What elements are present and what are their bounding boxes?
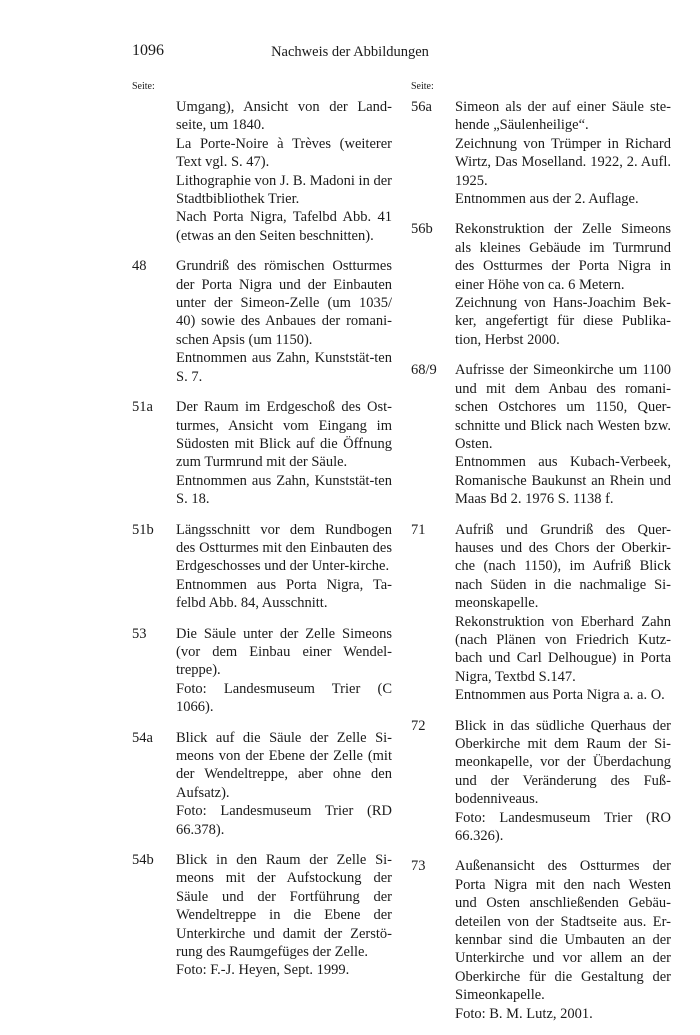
description-line: Zeichnung von Trümper in Richard Wirtz, Das Moselland. 1922, 2. Aufl. 1925. xyxy=(455,135,671,189)
description-line: Der Raum im Erdgeschoß des Ost-turmes, Ansicht vom Eingang im Südosten mit Blick auf die Öffnung zum Turmrund mit der Säule. xyxy=(176,399,392,471)
figure-entry xyxy=(411,98,671,208)
description-line: Längsschnitt vor dem Rundbogen des Ostturmes mit den Einbauten des Erdgeschosses und der Unter-kirche. xyxy=(176,521,392,575)
figure-description xyxy=(455,361,671,508)
description-line: Lithographie von J. B. Madoni in der Stadtbibliothek Trier. xyxy=(176,172,392,208)
figure-page-number: 56a xyxy=(411,99,432,115)
right-column-label: Seite: xyxy=(411,81,434,92)
figure-description xyxy=(455,220,671,349)
figure-entry xyxy=(132,398,392,508)
description-line: Foto: B. M. Lutz, 2001. xyxy=(455,1005,593,1022)
figure-page-number: 51b xyxy=(132,521,154,538)
description-line: Entnommen aus Zahn, Kunststät-ten S. 7. xyxy=(176,350,392,385)
figure-description xyxy=(455,717,671,846)
figure-description xyxy=(455,521,671,705)
description-line: Simeon als der auf einer Säule ste-hende „Säulenheilige“. xyxy=(455,99,671,134)
figure-entry xyxy=(132,257,392,386)
description-line: Grundriß des römischen Ostturmes der Porta Nigra und der Einbauten unter der Simeon-Zelle (um 1035/ 40) sowie des Anbaues der romani-schen Apsis (um 1150). xyxy=(176,258,392,348)
description-line: Außenansicht des Ostturmes der Porta Nigra mit den nach Westen und Osten anschließenden Gebäu-deteilen von der Stadtseite aus. Er-kennbar sind die Umbauten an der Unterkirche und vor allem an der Oberkirche für die Gestaltung der Simeonkapelle. xyxy=(455,858,671,1004)
description-line: La Porte-Noire à Trèves (weiterer Text vgl. S. 47). xyxy=(176,135,392,171)
description-line: Foto: F.-J. Heyen, Sept. 1999. xyxy=(176,962,350,979)
figure-entry xyxy=(411,361,671,508)
running-head: Nachweis der Abbildungen xyxy=(271,44,429,60)
description-line: Blick in den Raum der Zelle Si-meons mit der Aufstockung der Säule und der Fortführung der Wendeltreppe in die Ebene der Unterkirche und damit der Zerstö-rung des Raumgefüges der Zelle. xyxy=(176,852,392,961)
figure-description xyxy=(176,398,392,508)
figure-page-number: 72 xyxy=(411,717,426,734)
description-line: Blick auf die Säule der Zelle Si-meons von der Ebene der Zelle (mit der Wendeltreppe, aber ohne den Aufsatz). xyxy=(176,729,392,801)
figure-entry xyxy=(132,729,392,839)
figure-page-number: 68/9 xyxy=(411,362,437,379)
figure-entry xyxy=(411,521,671,705)
right-column xyxy=(411,98,671,1035)
figure-page-number: 56b xyxy=(411,221,433,238)
page-number: 1096 xyxy=(132,42,164,59)
description-line: Entnommen aus Kubach-Verbeek, Romanische Baukunst an Rhein und Maas Bd 2. 1976 S. 1138 f. xyxy=(455,454,671,508)
description-line: Entnommen aus der 2. Auflage. xyxy=(455,191,639,208)
description-line: Aufrisse der Simeonkirche um 1100 und mit dem Anbau des romani-schen Ostchores um 1150, Quer-schnitte und Blick nach Westen bzw. Osten. xyxy=(455,362,671,452)
description-line: Foto: Landesmuseum Trier (C 1066). xyxy=(176,680,392,716)
description-line: Die Säule unter der Zelle Simeons (vor dem Einbau einer Wendel-treppe). xyxy=(176,625,392,679)
left-column xyxy=(132,98,392,992)
figure-description xyxy=(455,98,671,208)
description-line: Foto: Landesmuseum Trier (RD 66.378). xyxy=(176,803,392,838)
description-line: Nach Porta Nigra, Tafelbd Abb. 41 (etwas an den Seiten beschnitten). xyxy=(176,209,392,244)
figure-description xyxy=(176,257,392,386)
figure-entry xyxy=(411,717,671,846)
description-line: Aufriß und Grundriß des Quer-hauses und des Chors der Oberkir-che (nach 1150), im Aufriß Blick nach Süden in die nachmalige Si-meonskapelle. xyxy=(455,521,671,612)
figure-entry xyxy=(132,98,392,245)
description-line: Foto: Landesmuseum Trier (RO 66.326). xyxy=(455,809,671,845)
description-line: Rekonstruktion der Zelle Simeons als kleines Gebäude im Turmrund des Ostturmes der Porta Nigra in einer Höhe von ca. 6 Metern. xyxy=(455,221,671,293)
figure-entry xyxy=(411,220,671,349)
figure-page-number: 51a xyxy=(132,399,153,416)
figure-entry xyxy=(132,521,392,613)
figure-page-number: 54a xyxy=(132,729,153,746)
figure-description xyxy=(176,851,392,980)
description-line: Entnommen aus Porta Nigra, Ta-felbd Abb. 84, Ausschnitt. xyxy=(176,576,392,612)
figure-entry xyxy=(411,857,671,1023)
description-line: Rekonstruktion von Eberhard Zahn (nach Plänen von Friedrich Kutz-bach und Carl Delhougue) in Porta Nigra, Textbd S.147. xyxy=(455,613,671,685)
figure-page-number: 53 xyxy=(132,625,147,642)
figure-page-number: 48 xyxy=(132,258,147,275)
figure-description xyxy=(176,98,392,245)
figure-page-number: 73 xyxy=(411,858,426,875)
figure-page-number: 54b xyxy=(132,852,154,869)
description-line: Umgang), Ansicht von der Land-seite, um 1840. xyxy=(176,99,392,134)
description-line: Entnommen aus Zahn, Kunststät-ten S. 18. xyxy=(176,472,392,508)
figure-description xyxy=(176,521,392,613)
left-column-label: Seite: xyxy=(132,81,155,92)
description-line: Zeichnung von Hans-Joachim Bek-ker, angefertigt für diese Publika-tion, Herbst 2000. xyxy=(455,295,671,348)
figure-description xyxy=(176,625,392,717)
description-line: Blick in das südliche Querhaus der Oberkirche mit dem Raum der Si-meonkapelle, vor der Überdachung und der Veränderung des Fuß-bodenniveaus. xyxy=(455,717,671,808)
figure-description xyxy=(176,729,392,839)
figure-description xyxy=(455,857,671,1023)
figure-page-number: 71 xyxy=(411,521,426,538)
figure-entry xyxy=(132,625,392,717)
figure-entry xyxy=(132,851,392,980)
description-line: Entnommen aus Porta Nigra a. a. O. xyxy=(455,687,665,704)
